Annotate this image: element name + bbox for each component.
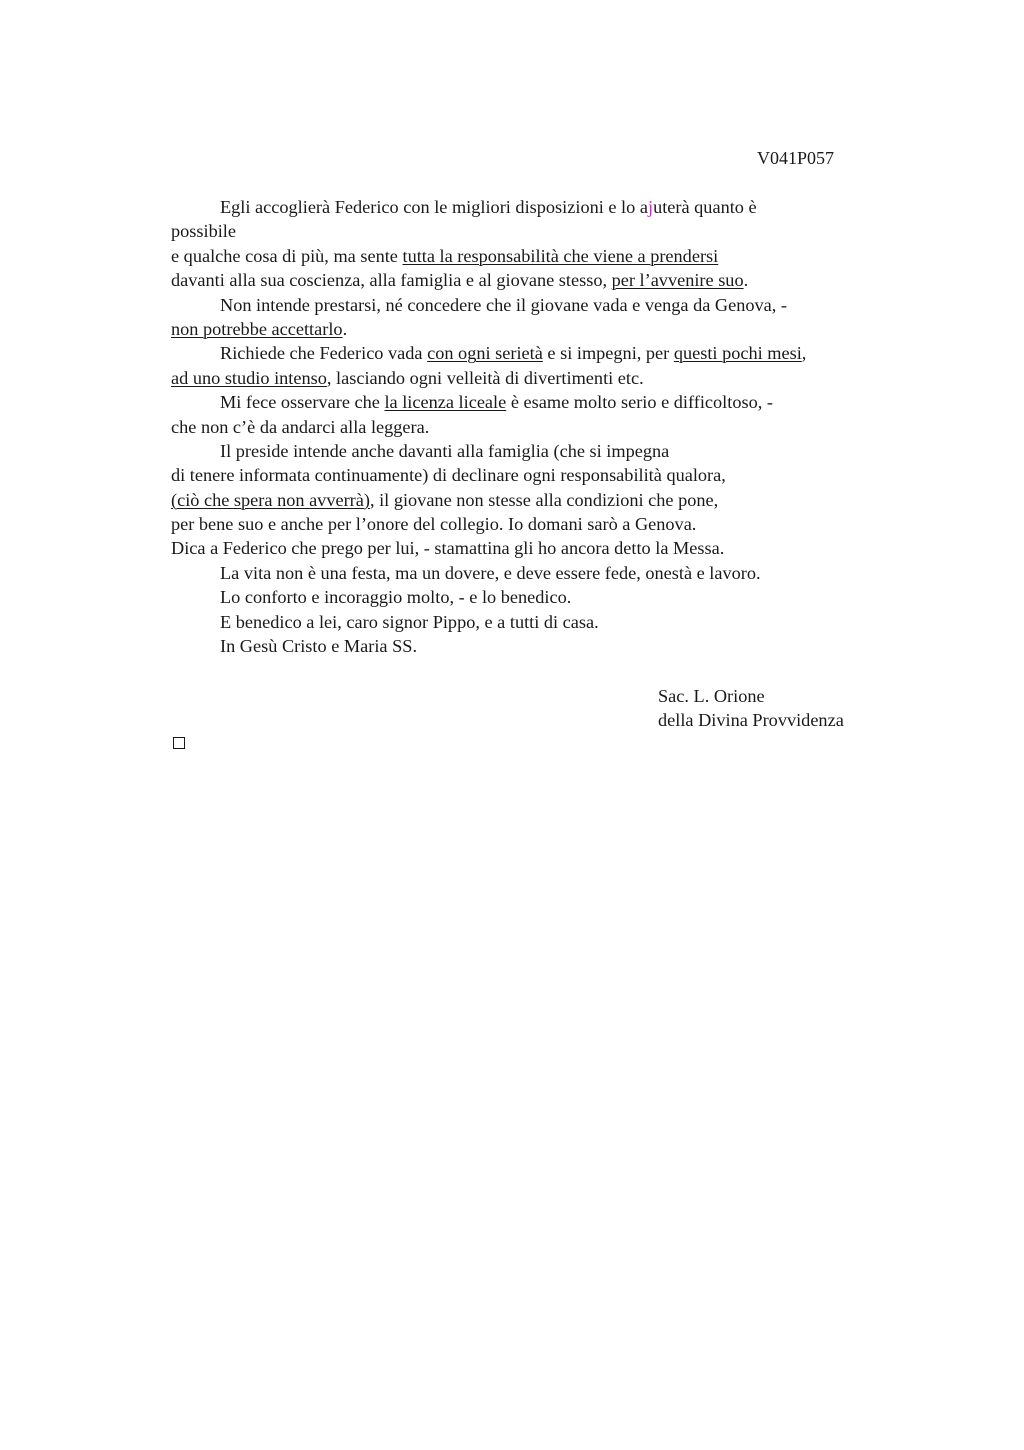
text-line	[171, 268, 911, 292]
text-line	[171, 366, 911, 390]
text-segment: La vita non è una festa, ma un dovere, e deve essere fede, onestà e lavoro.	[220, 562, 761, 583]
underlined-text: questi pochi mesi	[673, 343, 802, 364]
text-line	[171, 390, 911, 414]
text-segment: In Gesù Cristo e Maria SS.	[220, 636, 418, 657]
text-segment: e si impegni, per	[542, 343, 674, 364]
text-line	[171, 439, 911, 463]
end-marker-box	[173, 737, 185, 749]
text-line	[171, 463, 911, 487]
signature	[658, 684, 844, 733]
text-segment: Richiede che Federico vada	[220, 343, 428, 364]
highlighted-text: j	[647, 197, 654, 217]
text-line	[171, 585, 911, 609]
text-line	[171, 219, 911, 243]
text-segment: possibile	[171, 221, 237, 242]
text-line	[171, 341, 911, 365]
letter-body	[171, 195, 911, 658]
underlined-text: non potrebbe accettarlo	[171, 318, 343, 339]
underlined-text: con ogni serietà	[427, 343, 543, 364]
text-line	[171, 634, 911, 658]
text-segment: uterà quanto è	[653, 197, 757, 217]
text-line	[171, 512, 911, 536]
text-segment: di tenere informata continuamente) di declinare ogni responsabilità qualora,	[171, 465, 726, 486]
text-line	[171, 610, 911, 634]
text-segment: .	[342, 318, 348, 339]
text-line	[171, 293, 911, 317]
underlined-text: per l’avvenire suo	[611, 270, 744, 291]
text-line	[171, 561, 911, 585]
text-segment: Il preside intende anche davanti alla famiglia (che si impegna	[220, 440, 670, 461]
text-segment: , il giovane non stesse alla condizioni che pone,	[369, 489, 719, 510]
text-segment: Non intende prestarsi, né concedere che il giovane vada e venga da Genova, -	[220, 294, 787, 315]
text-segment: che non c’è da andarci alla leggera.	[171, 416, 430, 437]
text-line	[171, 488, 911, 512]
text-segment: ,	[801, 343, 807, 364]
text-segment: per bene suo e anche per l’onore del collegio. Io domani sarò a Genova.	[171, 514, 697, 535]
text-segment: Lo conforto e incoraggio molto, - e lo benedico.	[220, 587, 572, 608]
text-segment: e qualche cosa di più, ma sente	[171, 245, 403, 266]
underlined-text: ad uno studio intenso	[171, 367, 327, 388]
text-segment: davanti alla sua coscienza, alla famiglia e al giovane stesso,	[171, 270, 612, 291]
text-segment: Egli accoglierà Federico con le migliori disposizioni e lo a	[220, 197, 648, 217]
signature-title: della Divina Provvidenza	[658, 710, 844, 731]
underlined-text: la licenza liceale	[384, 392, 507, 413]
text-segment: E benedico a lei, caro signor Pippo, e a tutti di casa.	[220, 611, 599, 632]
text-segment: , lasciando ogni velleità di divertimenti etc.	[326, 367, 644, 388]
text-line	[171, 317, 911, 341]
text-line	[171, 195, 911, 219]
text-line	[171, 244, 911, 268]
text-segment: Dica a Federico che prego per lui, - stamattina gli ho ancora detto la Messa.	[171, 538, 725, 559]
page-ref: V041P057	[757, 148, 835, 168]
text-segment: è esame molto serio e difficoltoso, -	[506, 392, 773, 413]
underlined-text: (ciò che spera non avverrà)	[171, 489, 370, 510]
text-line	[171, 415, 911, 439]
signature-name: Sac. L. Orione	[658, 686, 765, 706]
underlined-text: tutta la responsabilità che viene a prendersi	[402, 245, 719, 266]
text-segment: Mi fece osservare che	[220, 392, 385, 413]
text-line	[171, 536, 911, 560]
text-segment: .	[743, 270, 749, 291]
